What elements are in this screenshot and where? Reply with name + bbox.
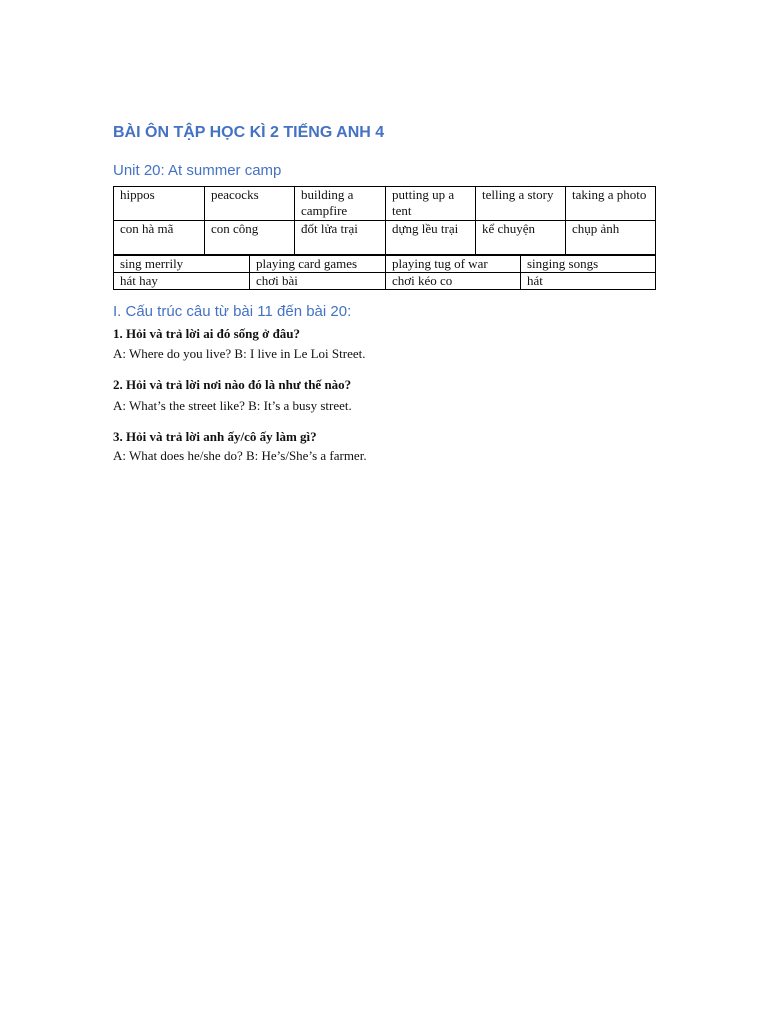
table-row	[114, 273, 656, 290]
question-text: A: Where do you live? B: I live in Le Loi Street.	[113, 346, 366, 361]
table-row	[114, 187, 656, 221]
vocab-table-lower	[113, 255, 656, 290]
table-cell: con hà mã	[114, 221, 205, 255]
question-text: A: What’s the street like? B: It’s a busy street.	[113, 398, 352, 413]
table-cell: con công	[205, 221, 295, 255]
table-row	[114, 221, 656, 255]
table-cell: chơi kéo co	[386, 273, 521, 290]
table-cell: hát hay	[114, 273, 250, 290]
table-cell: playing card games	[250, 256, 386, 273]
document-title: BÀI ÔN TẬP HỌC KÌ 2 TIẾNG ANH 4	[113, 124, 385, 141]
section-title: I. Cấu trúc câu từ bài 11 đến bài 20:	[113, 303, 352, 320]
table-cell: đốt lửa trại	[295, 221, 386, 255]
table-cell: playing tug of war	[386, 256, 521, 273]
question-title: 3. Hỏi và trả lời anh ấy/cô ấy làm gì?	[113, 429, 317, 444]
unit-title: Unit 20: At summer camp	[113, 162, 282, 179]
table-cell: kể chuyện	[476, 221, 566, 255]
table-cell: chụp ảnh	[566, 221, 656, 255]
table-cell: hát	[521, 273, 656, 290]
table-cell: putting up a tent	[386, 187, 476, 221]
question-title: 1. Hỏi và trả lời ai đó sống ở đâu?	[113, 326, 301, 341]
table-cell: chơi bài	[250, 273, 386, 290]
vocab-table	[113, 186, 656, 255]
question-title: 2. Hỏi và trả lời nơi nào đó là như thế nào?	[113, 377, 352, 392]
question-text: A: What does he/she do? B: He’s/She’s a farmer.	[113, 448, 367, 463]
table-cell: taking a photo	[566, 187, 656, 221]
table-cell: peacocks	[205, 187, 295, 221]
table-cell: hippos	[114, 187, 205, 221]
table-cell: sing merrily	[114, 256, 250, 273]
table-row	[114, 256, 656, 273]
table-cell: building a campfire	[295, 187, 386, 221]
table-cell: singing songs	[521, 256, 656, 273]
table-cell: telling a story	[476, 187, 566, 221]
table-cell: dựng lều trại	[386, 221, 476, 255]
